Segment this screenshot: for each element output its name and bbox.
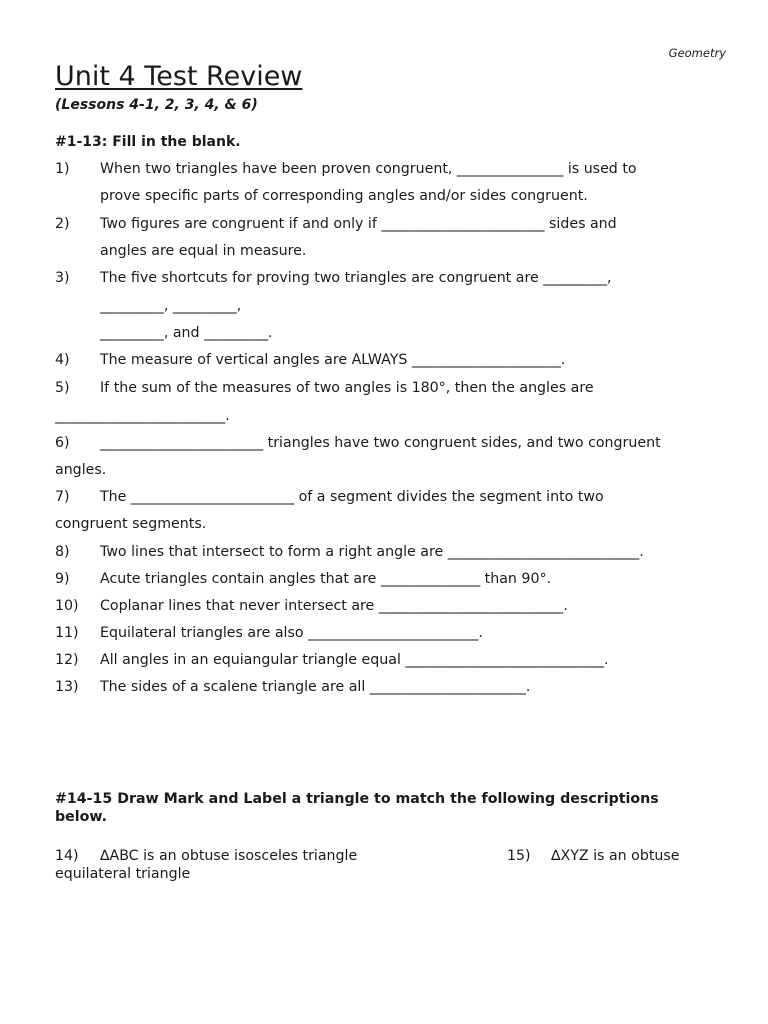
section-heading-draw-cont: below. [55,809,107,825]
question-text: _________, and _________. [100,325,273,341]
question-number: 13) [55,679,79,695]
question-text: angles are equal in measure. [100,243,307,259]
question-number: 11) [55,625,79,641]
question-text: ________________________. [55,408,230,424]
question-text: When two triangles have been proven congruent, _______________ is used to [100,161,637,177]
course-label: Geometry [668,46,726,60]
question-number: 12) [55,652,79,668]
question-text: Acute triangles contain angles that are ______________ than 90°. [100,571,552,587]
question-text: The measure of vertical angles are ALWAYS _____________________. [100,352,566,368]
question-text: congruent segments. [55,516,207,532]
question-number: 14) [55,848,79,864]
question-text: If the sum of the measures of two angles is 180°, then the angles are [100,380,594,396]
page-subtitle: (Lessons 4-1, 2, 3, 4, & 6) [55,97,258,113]
question-text: prove specific parts of corresponding angles and/or sides congruent. [100,188,588,204]
question-number: 8) [55,544,70,560]
question-text: ∆ABC is an obtuse isosceles triangle [100,848,358,864]
question-number: 4) [55,352,70,368]
question-number: 3) [55,270,70,286]
question-number: 9) [55,571,70,587]
question-number: 5) [55,380,70,396]
question-number: 1) [55,161,70,177]
question-text: ∆XYZ is an obtuse [551,848,680,864]
question-number: 15) [507,848,531,864]
question-text: Two figures are congruent if and only if _______________________ sides and [100,216,617,232]
page-title: Unit 4 Test Review [55,61,303,92]
question-text: All angles in an equiangular triangle equal ____________________________. [100,652,609,668]
question-text: equilateral triangle [55,866,191,882]
question-text: _________, _________, [100,298,242,314]
section-heading-fill-in: #1-13: Fill in the blank. [55,134,241,150]
question-number: 10) [55,598,79,614]
question-number: 6) [55,435,70,451]
question-number: 7) [55,489,70,505]
question-text: Coplanar lines that never intersect are __________________________. [100,598,568,614]
question-number: 2) [55,216,70,232]
question-text: The sides of a scalene triangle are all ______________________. [100,679,531,695]
question-text: _______________________ triangles have two congruent sides, and two congruent [100,435,661,451]
section-heading-draw: #14-15 Draw Mark and Label a triangle to match the following descriptions [55,791,659,807]
question-text: The five shortcuts for proving two triangles are congruent are _________, [100,270,612,286]
question-text: The _______________________ of a segment divides the segment into two [100,489,604,505]
question-text: Equilateral triangles are also ________________________. [100,625,483,641]
question-text: angles. [55,462,107,478]
question-text: Two lines that intersect to form a right angle are ___________________________. [100,544,644,560]
